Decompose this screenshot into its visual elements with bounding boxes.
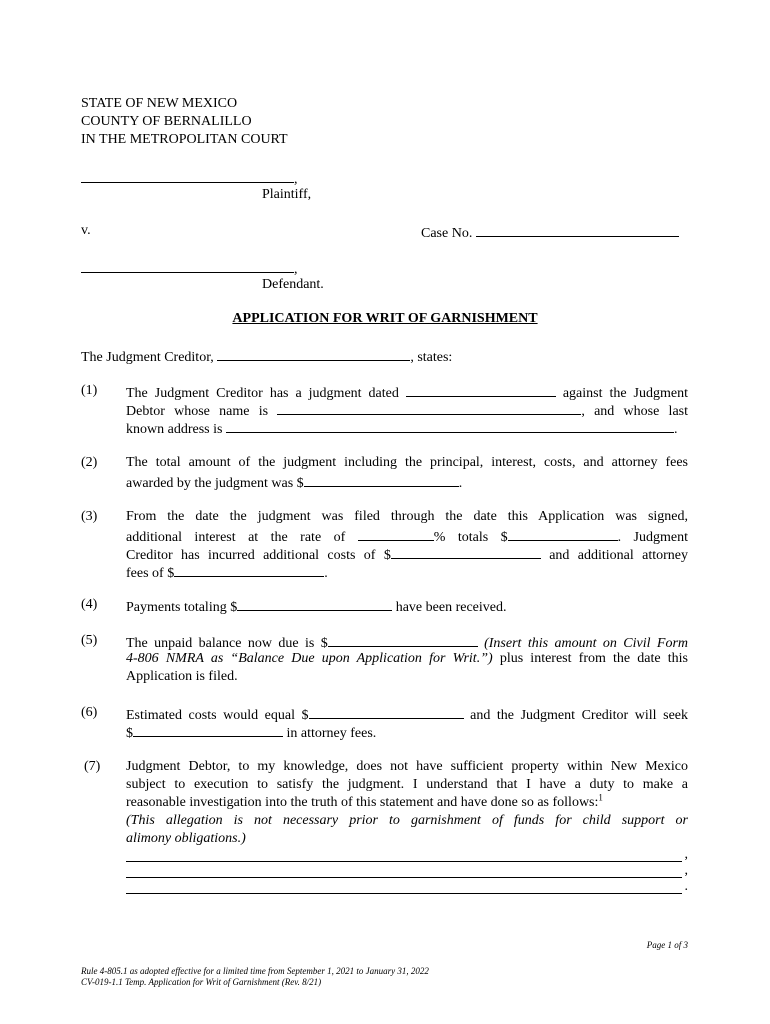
document-title: APPLICATION FOR WRIT OF GARNISHMENT [232,311,538,326]
footer-rule-text: Rule 4-805.1 as adopted effective for a limited time from September 1, 2021 to January 31, 2022 [81,966,429,976]
item-6-number: (6) [81,705,98,720]
footer-form-id: CV-019-1.1 Temp. Application for Writ of Garnishment (Rev. 8/21) [81,977,322,987]
investigation-line-2[interactable]: , [126,864,688,880]
page-number: Page 1 of 3 [646,940,688,950]
estimated-costs-field[interactable] [309,704,464,719]
investigation-line-3[interactable]: . [126,880,688,896]
item-4: Payments totaling $ have been received. [126,596,506,617]
defendant-name-field[interactable]: , [81,258,298,279]
payments-total-field[interactable] [237,596,392,611]
county-line: COUNTY OF BERNALILLO [81,114,252,129]
item-7-number: (7) [84,759,101,774]
additional-costs-field[interactable] [391,544,541,559]
form-footer [81,966,429,988]
item-5-number: (5) [81,633,98,648]
footnote-reference: 1 [598,792,603,803]
interest-rate-field[interactable] [358,526,434,541]
judgment-total-field[interactable] [304,472,459,487]
case-no-label: Case No. [421,226,473,241]
interest-total-field[interactable] [508,526,618,541]
item-5: The unpaid balance now due is $ (Insert this amount on Civil Form 4-806 NMRA as “Balance Due upon Application for Writ.”) plus interest from the date this Application is filed. [126,632,688,686]
judgment-creditor-field[interactable] [217,346,410,361]
unpaid-balance-field[interactable] [328,632,478,647]
court-header [81,95,288,149]
debtor-name-field[interactable] [277,400,581,415]
court-line: IN THE METROPOLITAN COURT [81,132,288,147]
item-6: Estimated costs would equal $ and the Judgment Creditor will seek $ in attorney fees. [126,704,688,740]
versus-label: v. [81,223,91,238]
item-1: The Judgment Creditor has a judgment dated against the Judgment Debtor whose name is , and whose last known address is . [126,382,688,436]
item-7: Judgment Debtor, to my knowledge, does not have sufficient property within New Mexico subject to execution to satisfy the judgment. I understand that I have a duty to make a reasonable investigation into the truth of this statement and have done so as follows:$^1$ (This allegation is not necessary prior to garnishment of funds for child support or alimony obligations.) [126,759,688,846]
attorney-fees-field[interactable] [174,562,324,577]
case-number-field[interactable] [476,222,679,237]
item-3: From the date the judgment was filed through the date this Application was signed, additional interest at the rate of % totals $ . Judgment Creditor has incurred additional costs of $ and additional attorney fees of $ . [126,509,689,581]
judgment-date-field[interactable] [406,382,556,397]
investigation-line-1[interactable]: , [126,848,688,864]
case-number-row [421,222,679,243]
item-3-number: (3) [81,509,98,524]
item-1-number: (1) [81,383,98,398]
item-2-number: (2) [81,455,98,470]
defendant-label: Defendant. [262,277,324,292]
debtor-address-field[interactable] [226,418,674,433]
item-4-number: (4) [81,597,98,612]
plaintiff-label: Plaintiff, [262,187,312,202]
investigation-lines [126,848,688,896]
plaintiff-name-field[interactable]: , [81,168,298,189]
intro-line: The Judgment Creditor, , states: [81,346,452,367]
item-2: The total amount of the judgment including the principal, interest, costs, and attorney fees awarded by the judgment was $ . [126,455,688,491]
estimated-attorney-fees-field[interactable] [133,722,283,737]
state-line: STATE OF NEW MEXICO [81,96,238,111]
